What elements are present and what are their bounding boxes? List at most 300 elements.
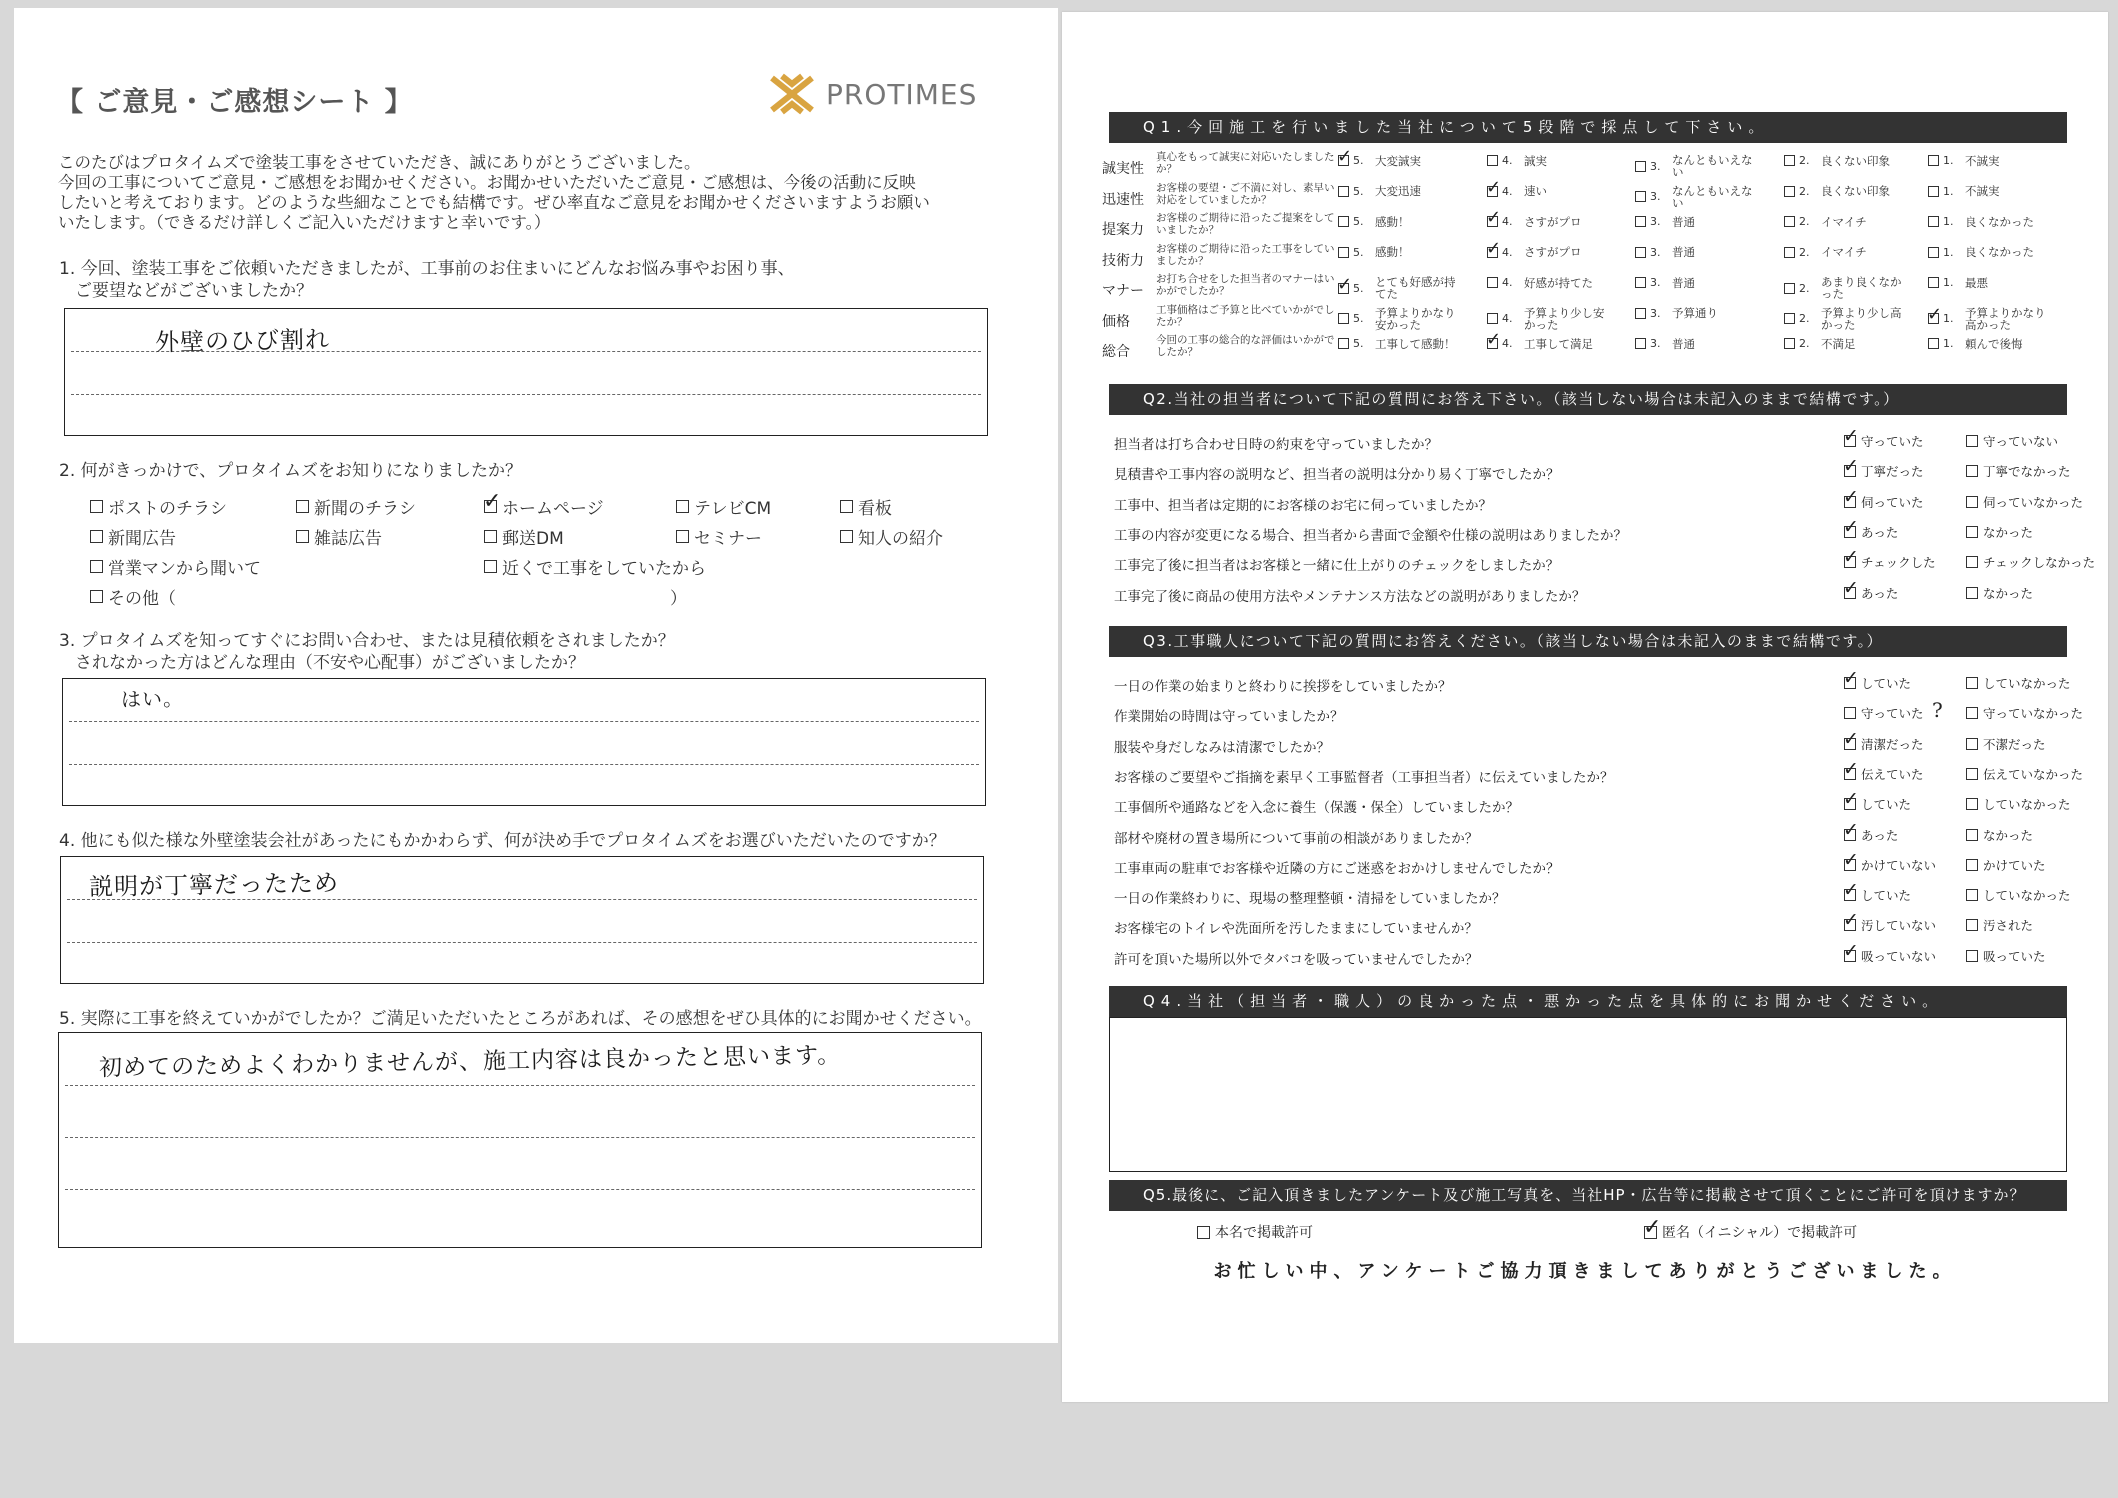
answer-no[interactable] [1966,584,2033,602]
q1-option-o4[interactable] [1487,307,1608,331]
q2-row [1114,491,2084,517]
left-sheet [14,8,1058,1343]
q1-option-o5[interactable] [1338,337,1456,350]
q1-row [1102,181,2072,211]
answer-no[interactable] [1966,886,2071,904]
checkbox[interactable] [1966,829,1978,841]
q1-option-o3[interactable] [1635,246,1695,259]
option-number: 4. [1502,154,1513,167]
q2-row [1114,430,2064,456]
checkbox[interactable] [1966,950,1978,962]
intro-line: いたします。（できるだけ詳しくご記入いただけますと幸いです。） [58,213,551,232]
q1-option-o2[interactable] [1784,246,1867,259]
option-label: 予算よりかなり安かった [1375,305,1456,332]
checkbox[interactable] [90,500,103,513]
checkbox[interactable] [1338,313,1349,324]
q2-option-seminar[interactable] [676,524,762,549]
checkbox[interactable] [1635,161,1646,172]
checkbox[interactable] [1966,859,1978,871]
q2-option-post-flyer[interactable] [90,494,227,519]
q2-option-tv-cm[interactable] [676,494,771,519]
option-label: ポストのチラシ [108,499,227,519]
q1-row [1102,303,2072,333]
q1-option-o1[interactable] [1928,246,2034,259]
checkbox[interactable] [1966,587,1978,599]
q1-category: 提案力 [1102,222,1144,238]
checkbox-checked[interactable] [1644,1226,1657,1239]
thanks-message: お忙しい中、アンケートご協力頂きましてありがとうございました。 [1213,1261,1957,1282]
checkbox[interactable] [1966,556,1978,568]
checkbox-checked[interactable] [1338,283,1349,294]
option-label: イマイチ [1821,245,1867,259]
q5-option-real-name[interactable] [1197,1222,1313,1242]
answer-label: 守っていた [1861,434,1924,449]
q2-option-signboard[interactable] [840,494,892,519]
q3-row [1114,854,2064,880]
q1-option-o3[interactable] [1635,154,1756,178]
checkbox[interactable] [90,590,103,603]
answer-label: 不潔だった [1983,736,2046,752]
option-label: 予算通り [1672,306,1718,320]
option-number: 4. [1502,337,1513,350]
answer-yes[interactable] [1844,856,1936,874]
option-label: その他（ [108,589,176,609]
checkbox[interactable] [1966,677,1978,689]
checkbox[interactable] [296,530,309,543]
answer-yes[interactable] [1844,795,1911,813]
answer-yes[interactable] [1844,826,1898,844]
intro-line: このたびはプロタイムズで塗装工事をさせていただき、誠にありがとうございました。 [58,153,701,172]
checkbox-checked[interactable] [1844,435,1856,447]
q5-option-anonymous[interactable] [1644,1222,1857,1242]
answer-yes[interactable] [1844,462,1924,480]
answer-label: かけていた [1983,857,2046,873]
q1-handwritten-answer: 外壁のひび割れ [154,325,331,357]
checkbox-checked[interactable] [1928,313,1939,324]
answer-no[interactable] [1966,795,2071,813]
checkbox[interactable] [1966,707,1978,719]
checkbox[interactable] [484,560,497,573]
option-label: 近くで工事をしていたから [502,559,706,579]
q1-option-o2[interactable] [1784,276,1905,300]
answer-yes[interactable] [1844,704,1924,722]
option-label: イマイチ [1821,214,1867,229]
option-number: 5. [1353,337,1364,350]
checkbox-checked[interactable] [1844,556,1856,568]
q2-option-referral[interactable] [840,524,943,549]
question-text: 工事完了後に担当者はお客様と一緒に仕上がりのチェックをしましたか？ [1114,558,1560,575]
option-number: 3. [1650,245,1661,259]
option-label: 工事して感動！ [1375,336,1456,351]
question-text: 一日の作業終わりに、現場の整理整頓・清掃をしていましたか？ [1114,891,1506,908]
option-label: とても好感が持てた [1375,275,1456,301]
question-text: 工事中、担当者は定期的にお客様のお宅に伺っていましたか？ [1114,497,1492,514]
q3-question [59,630,675,674]
option-number: 4. [1502,276,1513,289]
answer-no[interactable] [1966,826,2033,844]
answer-label: 汚された [1983,918,2034,934]
option-label: 良くなかった [1965,214,2034,229]
answer-no[interactable] [1966,432,2058,450]
checkbox[interactable] [1928,186,1939,197]
option-label: 頼んで後悔 [1965,336,2023,351]
checkbox-checked[interactable] [1844,465,1856,477]
checkbox-checked[interactable] [1844,526,1856,538]
checkbox[interactable] [1966,768,1978,780]
q1-option-o4[interactable] [1487,154,1547,167]
answer-no[interactable] [1966,523,2033,541]
option-label: 良くない印象 [1821,153,1890,168]
checkbox[interactable] [1635,277,1646,288]
answer-label: あった [1861,524,1899,540]
q1-option-o3[interactable] [1635,185,1756,209]
answer-yes[interactable] [1844,523,1898,541]
q1-option-o5[interactable] [1338,276,1459,300]
handwritten-mark: ? [1932,698,1943,723]
option-label: 匿名（イニシャル）で掲載許可 [1662,1225,1858,1241]
checkbox-checked[interactable] [1844,496,1856,508]
question-text: 一日の作業の始まりと終わりに挨拶をしていましたか？ [1114,679,1452,695]
q1-option-o3[interactable] [1635,215,1695,228]
checkbox[interactable] [1928,247,1939,258]
answer-yes[interactable] [1844,886,1911,904]
q4-question: 4. 他にも似た様な外壁塗装会社があったにもかかわらず、何が決め手でプロタイムズをお選びいただいたのですか？ [59,831,946,851]
answer-yes[interactable] [1844,674,1911,692]
q1-answer-box[interactable] [64,308,988,436]
checkbox[interactable] [1635,216,1646,227]
option-number: 1. [1943,154,1954,167]
q1-row [1102,333,2072,363]
q2-option-newspaper-flyer[interactable] [296,494,416,519]
q1-option-o2[interactable] [1784,337,1856,350]
q1-option-o3[interactable] [1635,276,1695,289]
q3-row [1114,672,2071,698]
q1-category: マナー [1102,283,1144,299]
option-number: 2. [1799,337,1810,350]
checkbox[interactable] [1966,465,1978,477]
answer-label: チェックした [1861,555,1936,571]
option-number: 2. [1799,184,1810,198]
q1-row [1102,150,2072,180]
checkbox[interactable] [1338,186,1349,197]
checkbox-checked[interactable] [1338,155,1349,166]
q1-option-o3[interactable] [1635,337,1695,350]
checkbox[interactable] [1635,308,1646,319]
question-text: 許可を頂いた場所以外でタバコを吸っていませんでしたか？ [1114,951,1479,968]
checkbox-checked[interactable] [1844,829,1856,841]
option-label: 普通 [1672,336,1695,351]
answer-no[interactable] [1966,856,2046,874]
q1-option-o1[interactable] [1928,185,2000,198]
q1-option-o1[interactable] [1928,215,2034,228]
dashed-line [65,1085,975,1086]
checkbox[interactable] [1784,283,1795,294]
option-label: 不満足 [1821,336,1856,351]
checkbox[interactable] [1966,919,1978,931]
q5-answer-box[interactable] [58,1032,982,1248]
answer-yes[interactable] [1844,493,1924,511]
checkbox[interactable] [1487,313,1498,324]
q1-option-o1[interactable] [1928,307,2049,331]
checkbox[interactable] [676,500,689,513]
q1-option-o4[interactable] [1487,337,1593,350]
question-text: お客様宅のトイレや洗面所を汚したままにしていませんか？ [1114,921,1478,938]
answer-label: 伝えていた [1861,766,1924,782]
checkbox[interactable] [840,500,853,513]
checkbox-checked[interactable] [1844,738,1856,750]
q1-option-o3[interactable] [1635,307,1718,320]
answer-no[interactable] [1966,704,2083,722]
option-number: 4. [1502,312,1513,325]
option-number: 1. [1943,215,1954,228]
q1-option-o4[interactable] [1487,185,1547,198]
checkbox-checked[interactable] [1844,768,1856,780]
option-label: 大変誠実 [1375,153,1421,168]
q1-option-o5[interactable] [1338,154,1421,167]
checkbox-checked[interactable] [1844,587,1856,599]
answer-label: していなかった [1983,676,2071,691]
checkbox[interactable] [1928,277,1939,288]
option-label: ホームページ [502,499,604,519]
checkbox[interactable] [676,530,689,543]
option-label: 大変迅速 [1375,184,1421,198]
option-number: 1. [1943,337,1954,350]
checkbox-checked[interactable] [484,500,497,513]
option-label: 雑誌広告 [314,529,382,549]
checkbox[interactable] [1784,155,1795,166]
checkbox-checked[interactable] [1487,247,1498,258]
q1-option-o5[interactable] [1338,185,1421,198]
checkbox[interactable] [1784,216,1795,227]
answer-label: あった [1861,827,1899,843]
checkbox-checked[interactable] [1487,338,1498,349]
option-number: 4. [1502,184,1513,198]
option-label: 良くない印象 [1821,184,1890,198]
q1-description: お客様のご期待に沿ったご提案をしていましたか？ [1156,212,1335,236]
answer-no[interactable] [1966,674,2071,692]
checkbox[interactable] [1928,155,1939,166]
checkbox[interactable] [296,500,309,513]
option-label: 予算より少し安かった [1524,305,1605,332]
right-sheet [1062,12,2108,1402]
option-label: 最悪 [1965,275,1988,290]
q1-option-o5[interactable] [1338,246,1410,259]
q1-row [1102,272,2072,302]
q4-header: Q4.当社（担当者・職人）の良かった点・悪かった点を具体的にお聞かせください。 [1109,986,2067,1017]
checkbox[interactable] [1487,155,1498,166]
checkbox[interactable] [484,530,497,543]
protimes-logo-icon [766,72,818,116]
q1-option-o2[interactable] [1784,307,1905,331]
checkbox-checked[interactable] [1844,798,1856,810]
checkbox-checked[interactable] [1844,677,1856,689]
dashed-line [71,394,981,395]
q1-category: 価格 [1102,313,1130,330]
option-label: 新聞のチラシ [314,499,416,519]
checkbox-checked[interactable] [1844,950,1856,962]
checkbox[interactable] [1928,338,1939,349]
q1-option-o1[interactable] [1928,337,2023,350]
checkbox[interactable] [1844,707,1856,719]
q4-answer-box[interactable] [60,856,984,984]
logo-text: PROTIMES [826,77,978,111]
checkbox[interactable] [1784,338,1795,349]
option-label: 普通 [1672,275,1695,290]
q1-option-o5[interactable] [1338,215,1410,228]
checkbox[interactable] [1197,1226,1210,1239]
option-number: 3. [1650,215,1661,228]
q2-option-other[interactable] [90,584,176,609]
option-label: 不誠実 [1965,184,2000,198]
checkbox[interactable] [1928,216,1939,227]
q1-option-o4[interactable] [1487,215,1582,228]
option-label: 工事して満足 [1524,336,1593,351]
answer-label: していなかった [1983,797,2071,813]
q5-handwritten-answer: 初めてのためよくわかりませんが、施工内容は良かったと思います。 [98,1042,842,1082]
checkbox[interactable] [1487,277,1498,288]
q1-option-o2[interactable] [1784,185,1890,198]
option-number: 3. [1650,190,1661,203]
option-label: 看板 [858,499,892,519]
answer-label: なかった [1983,827,2034,843]
option-label: 速い [1524,184,1547,198]
checkbox[interactable] [1635,338,1646,349]
answer-label: 吸っていた [1983,948,2046,964]
q2-option-homepage[interactable] [484,494,604,519]
checkbox[interactable] [1338,247,1349,258]
q1-option-o5[interactable] [1338,307,1459,331]
checkbox[interactable] [840,530,853,543]
answer-label: 守っていた [1861,706,1924,722]
q2-option-magazine-ad[interactable] [296,524,382,549]
answer-no[interactable] [1966,916,2033,934]
q4-answer-box[interactable] [1109,1017,2067,1172]
checkbox[interactable] [1338,216,1349,227]
checkbox[interactable] [90,560,103,573]
intro-text [58,153,1018,233]
dashed-line [67,942,977,943]
q2-row [1114,521,2064,547]
checkbox[interactable] [1784,247,1795,258]
checkbox[interactable] [1966,435,1978,447]
checkbox[interactable] [1635,247,1646,258]
q1-option-o1[interactable] [1928,276,1988,289]
option-number: 1. [1943,276,1954,289]
q3-line2: されなかった方はどんな理由（不安や心配事）がございましたか？ [75,653,585,673]
option-label: 知人の紹介 [858,529,943,549]
answer-no[interactable] [1966,947,2046,965]
option-number: 2. [1799,281,1810,295]
question-text: 工事車両の駐車でお客様や近隣の方にご迷惑をおかけしませんでしたか？ [1114,860,1560,877]
answer-label: していなかった [1983,888,2071,904]
answer-no[interactable] [1966,493,2083,511]
intro-line: したいと考えております。どのような些細なことでも結構です。ぜひ率直なご意見をお聞かせくださいますようお願い [58,193,930,212]
answer-label: 丁寧だった [1861,464,1924,480]
q2-option-newspaper-ad[interactable] [90,524,176,549]
q1-category: 迅速性 [1102,191,1144,208]
q1-line1: 1. 今回、塗装工事をご依頼いただきましたが、工事前のお住まいにどんなお悩み事やお困り事、 [59,259,795,279]
answer-yes[interactable] [1844,765,1924,783]
checkbox[interactable] [90,530,103,543]
protimes-logo [766,72,977,116]
answer-yes[interactable] [1844,916,1936,934]
q1-option-o2[interactable] [1784,215,1867,228]
answer-yes[interactable] [1844,947,1936,965]
checkbox[interactable] [1784,313,1795,324]
checkbox[interactable] [1966,526,1978,538]
q1-option-o4[interactable] [1487,276,1593,289]
checkbox[interactable] [1635,191,1646,202]
answer-no[interactable] [1966,735,2046,753]
answer-no[interactable] [1966,462,2071,480]
q2-option-mail-dm[interactable] [484,524,564,549]
option-label: 予算より少し高かった [1821,305,1902,332]
q3-row [1114,698,2084,728]
checkbox-checked[interactable] [1844,859,1856,871]
checkbox[interactable] [1966,889,1978,901]
option-label: なんともいえない [1672,183,1753,210]
q3-answer-box[interactable] [62,678,986,806]
checkbox-checked[interactable] [1487,186,1498,197]
checkbox[interactable] [1784,186,1795,197]
answer-label: していた [1861,676,1912,691]
q1-row [1102,211,2072,241]
option-number: 4. [1502,245,1513,259]
answer-label: なかった [1983,585,2034,601]
option-label: テレビCM [694,499,772,519]
checkbox[interactable] [1966,798,1978,810]
intro-line: 今回の工事についてご意見・ご感想をお聞かせください。お聞かせいただいたご意見・ご感想は、今後の活動に反映 [58,173,916,192]
answer-label: していた [1861,888,1912,904]
q1-category: 誠実性 [1102,161,1144,177]
q1-option-o2[interactable] [1784,154,1890,167]
answer-yes[interactable] [1844,553,1936,571]
checkbox-checked[interactable] [1844,919,1856,931]
option-label: 郵送DM [502,529,564,549]
answer-no[interactable] [1966,553,2095,571]
answer-yes[interactable] [1844,735,1924,753]
q1-category: 総合 [1102,344,1130,360]
option-number: 3. [1650,306,1661,320]
q2-option-salesman[interactable] [90,554,261,579]
option-label: なんともいえない [1672,153,1753,179]
dashed-line [69,764,979,765]
checkbox-checked[interactable] [1487,216,1498,227]
q1-header: Q1.今回施工を行いました当社について5段階で採点して下さい。 [1109,112,2067,143]
dashed-line [69,721,979,722]
question-text: 工事の内容が変更になる場合、担当者から書面で金額や仕様の説明はありましたか？ [1114,527,1627,544]
checkbox-checked[interactable] [1844,889,1856,901]
option-number: 2. [1799,154,1810,167]
question-text: 作業開始の時間は守っていましたか？ [1114,709,1344,726]
question-text: 担当者は打ち合わせ日時の約束を守っていましたか？ [1114,437,1438,453]
answer-no[interactable] [1966,765,2083,783]
q2-option-nearby-work[interactable] [484,554,706,579]
answer-yes[interactable] [1844,584,1898,602]
answer-label: 伝えていなかった [1983,766,2084,782]
answer-yes[interactable] [1844,432,1924,450]
checkbox[interactable] [1966,738,1978,750]
answer-label: 汚していない [1861,918,1937,934]
q1-option-o1[interactable] [1928,154,2000,167]
checkbox[interactable] [1966,496,1978,508]
q1-option-o4[interactable] [1487,246,1582,259]
option-label: 本名で掲載許可 [1215,1225,1313,1241]
q1-description: 工事価格はご予算と比べていかがでしたか？ [1156,303,1335,328]
checkbox[interactable] [1338,338,1349,349]
option-number: 2. [1799,215,1810,228]
answer-label: かけていない [1861,857,1937,873]
